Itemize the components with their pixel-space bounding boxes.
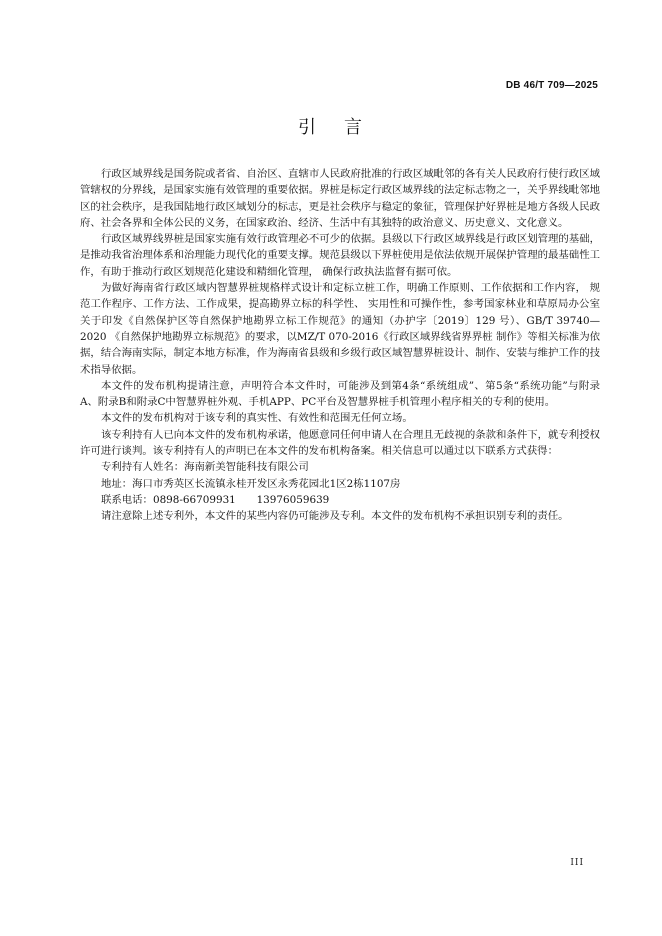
paragraph: 本文件的发布机构提请注意，声明符合本文件时，可能涉及到第4条“系统组成”、第5条“系统功能”与附录A、附录B和附录C中智慧界桩外观、手机APP、PC平台及智慧界桩手机管理小程序相关的专利的使用。 [80,379,600,409]
introduction-body [80,166,600,525]
section-title [0,113,662,139]
page-number: III [570,858,584,868]
title-char-2: 言 [344,117,364,138]
patent-holder-name: 专利持有人姓名：海南新美智能科技有限公司 [101,461,309,474]
patent-holder-address: 地址：海口市秀英区长流镇永桂开发区永秀花园北1区2栋1107房 [101,477,401,490]
patent-holder-phone: 联系电话：0898-66709931 13976059639 [101,493,330,506]
document-code: DB 46/T 709—2025 [505,80,598,91]
paragraph: 为做好海南省行政区域内智慧界桩规格样式设计和定标立桩工作，明确工作原则、工作依据和工作内容， 规范工作程序、工作方法、工作成果，提高勘界立标的科学性、 实用性和可操作性，参考国家林业和草原局办公室关于印发《自然保护区等自然保护地勘界立标工作规范》的通知（办护字〔2019〕129 号）、GB/T 39740—2020 《自然保护地勘界立标规范》的要求，以MZ/T 070-2016《行政区域界线省界界桩 制作》等相关标准为依据，结合海南实际，制定本地方标准，作为海南省县级和乡级行政区域智慧界桩设计、制作、安装与维护工作的技术指导依据。 [80,282,600,376]
paragraph: 请注意除上述专利外，本文件的某些内容仍可能涉及专利。本文件的发布机构不承担识别专利的责任。 [101,510,569,523]
paragraph: 行政区域界线是国务院或者省、自治区、直辖市人民政府批准的行政区域毗邻的各有关人民政府行使行政区域管辖权的分界线，是国家实施有效管理的重要依据。界桩是标定行政区域界线的法定标志物之一，关乎界线毗邻地区的社会秩序，是我国陆地行政区域划分的标志，更是社会秩序与稳定的象征，管理保护好界桩是地方各级人民政府、社会各界和全体公民的义务，在国家政治、经济、生活中有其独特的政治意义、历史意义、文化意义。 [80,168,600,229]
title-char-1: 引 [298,117,318,138]
paragraph: 行政区域界线界桩是国家实施有效行政管理必不可少的依据。县级以下行政区域界线是行政区划管理的基础，是推动我省治理体系和治理能力现代化的重要支撑。规范县级以下界桩使用是依法依规开展保护管理的最基础性工作，有助于推动行政区划规范化建设和精细化管理， 确保行政执法监督有据可依。 [80,233,600,278]
paragraph: 该专利持有人已向本文件的发布机构承诺，他愿意同任何申请人在合理且无歧视的条款和条件下，就专利授权许可进行谈判。该专利持有人的声明已在本文件的发布机构备案。相关信息可以通过以下联系方式获得： [80,428,600,458]
paragraph: 本文件的发布机构对于该专利的真实性、有效性和范围无任何立场。 [101,412,413,425]
